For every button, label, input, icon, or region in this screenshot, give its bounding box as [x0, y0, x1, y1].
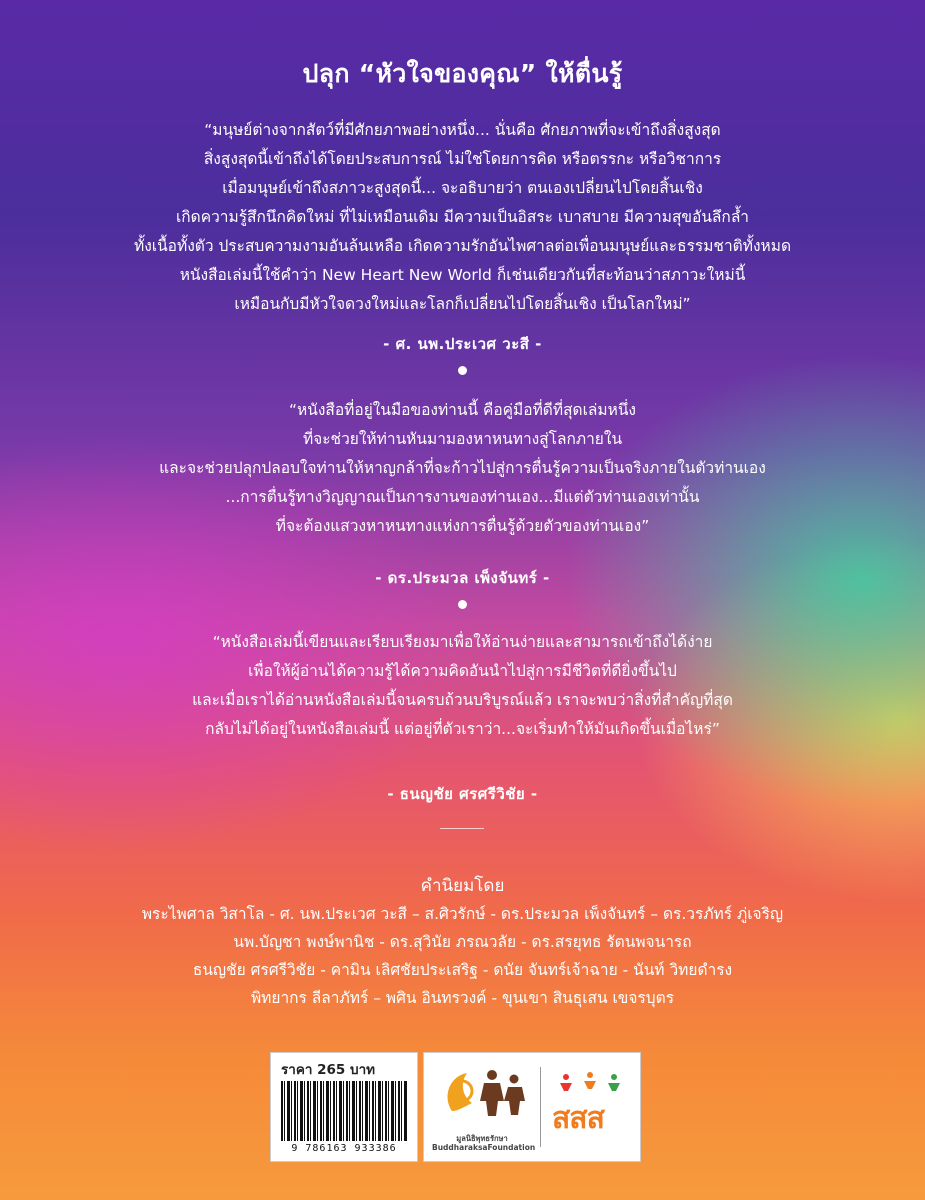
price-barcode-box — [270, 1052, 418, 1162]
quote-1-line: “มนุษย์ต่างจากสัตว์ที่มีศักยภาพอย่างหนึ่ง... นั่นคือ ศักยภาพที่จะเข้าถึงสิ่งสูงสุด — [204, 121, 721, 139]
quote-3-line: เพื่อให้ผู้อ่านได้ความรู้ได้ความคิดอันนำไปสู่การมีชีวิตที่ดียิ่งขึ้นไป — [248, 662, 677, 680]
sss-logo-text: สสส — [552, 1101, 604, 1136]
endorsements-heading: คำนิยมโดย — [420, 876, 505, 896]
buddharaksa-foundation-logo — [432, 1061, 532, 1131]
quote-2-line: ที่จะต้องแสวงหาหนทางแห่งการตื่นรู้ด้วยตัวของท่านเอง” — [275, 517, 650, 535]
publisher-logos — [423, 1052, 641, 1162]
quote-1-line: หนังสือเล่มนี้ใช้คำว่า New Heart New World ก็เช่นเดียวกันที่สะท้อนว่าสภาวะใหม่นี้ — [179, 266, 746, 284]
quote-2-line: ...การตื่นรู้ทางวิญญาณเป็นการงานของท่านเอง...มีแต่ตัวท่านเองเท่านั้น — [225, 488, 700, 506]
quote-1-line: เหมือนกับมีหัวใจดวงใหม่และโลกก็เปลี่ยนไปโดยสิ้นเชิง เป็นโลกใหม่” — [234, 295, 691, 313]
endorsement-line: พิทยากร ลีลาภัทร์ – พศิน อินทรวงค์ - ขุนเขา สินธุเสน เขจรบุตร — [250, 989, 675, 1007]
endorsement-line: นพ.บัญชา พงษ์พานิช - ดร.สุวินัย ภรณวลัย - ดร.สรยุทธ รัตนพจนารถ — [233, 933, 692, 951]
isbn-number: 9 786163 933386 — [291, 1143, 397, 1154]
quote-2-line: และจะช่วยปลุกปลอบใจท่านให้หาญกล้าที่จะก้าวไปสู่การตื่นรู้ความเป็นจริงภายในตัวท่านเอง — [159, 459, 766, 477]
quote-3 — [0, 628, 925, 744]
quote-1-line: ทั้งเนื้อทั้งตัว ประสบความงามอันล้นเหลือ เกิดความรักอันไพศาลต่อเพื่อนมนุษย์และธรรมชาติทั้งหมด — [133, 237, 792, 255]
quote-1 — [0, 116, 925, 319]
quote-3-line: “หนังสือเล่มนี้เขียนและเรียบเรียงมาเพื่อให้อ่านง่ายและสามารถเข้าถึงได้ง่าย — [212, 633, 713, 651]
divider-line — [440, 828, 484, 829]
quote-3-line: และเมื่อเราได้อ่านหนังสือเล่มนี้จนครบถ้วนบริบูรณ์แล้ว เราจะพบว่าสิ่งที่สำคัญที่สุด — [192, 691, 733, 709]
endorsement-line: พระไพศาล วิสาโล - ศ. นพ.ประเวศ วะสี – ส.ศิวรักษ์ - ดร.ประมวล เพ็งจันทร์ – ดร.วรภัทร์ ภู่เจริญ — [141, 905, 784, 923]
quote-3-line: กลับไม่ได้อยู่ในหนังสือเล่มนี้ แต่อยู่ที่ตัวเราว่า...จะเริ่มทำให้มันเกิดขึ้นเมื่อไหร่” — [205, 720, 720, 738]
logo-divider — [540, 1067, 541, 1147]
quote-1-line: เกิดความรู้สึกนึกคิดใหม่ ที่ไม่เหมือนเดิม มีความเป็นอิสระ เบาสบาย มีความสุขอันลึกล้ำ — [175, 208, 750, 226]
cover-title: ปลุก “หัวใจของคุณ” ให้ตื่นรู้ — [302, 59, 623, 88]
price-label: ราคา 265 บาท — [281, 1062, 376, 1078]
barcode — [281, 1081, 407, 1141]
quote-2-line: ที่จะช่วยให้ท่านหันมามองหาหนทางสู่โลกภายใน — [302, 430, 623, 448]
quote-1-line: เมื่อมนุษย์เข้าถึงสภาวะสูงสุดนี้... จะอธิบายว่า ตนเองเปลี่ยนไปโดยสิ้นเชิง — [222, 179, 703, 197]
endorsement-line: ธนญชัย ศรศรีวิชัย - คามิน เลิศชัยประเสริฐ - ดนัย จันทร์เจ้าฉาย - นันท์ วิทยดำรง — [192, 961, 733, 979]
separator-dot — [458, 600, 467, 609]
foundation-name-thai: มูลนิธิพุทธรักษา — [456, 1134, 508, 1143]
foundation-name-english: BuddharaksaFoundation — [432, 1143, 536, 1152]
endorsements-list — [0, 900, 925, 1012]
quote-1-line: สิ่งสูงสุดนี้เข้าถึงได้โดยประสบการณ์ ไม่ใช่โดยการคิด หรือตรรกะ หรือวิชาการ — [203, 150, 722, 168]
quote-2-line: “หนังสือที่อยู่ในมือของท่านนี้ คือคู่มือที่ดีที่สุดเล่มหนึ่ง — [289, 401, 636, 419]
quote-2-author: - ดร.ประมวล เพ็งจันทร์ - — [375, 569, 550, 587]
separator-dot — [458, 366, 467, 375]
quote-3-author: - ธนญชัย ศรศรีวิชัย - — [387, 785, 538, 803]
quote-2 — [0, 396, 925, 541]
quote-1-author: - ศ. นพ.ประเวศ วะสี - — [383, 335, 542, 353]
